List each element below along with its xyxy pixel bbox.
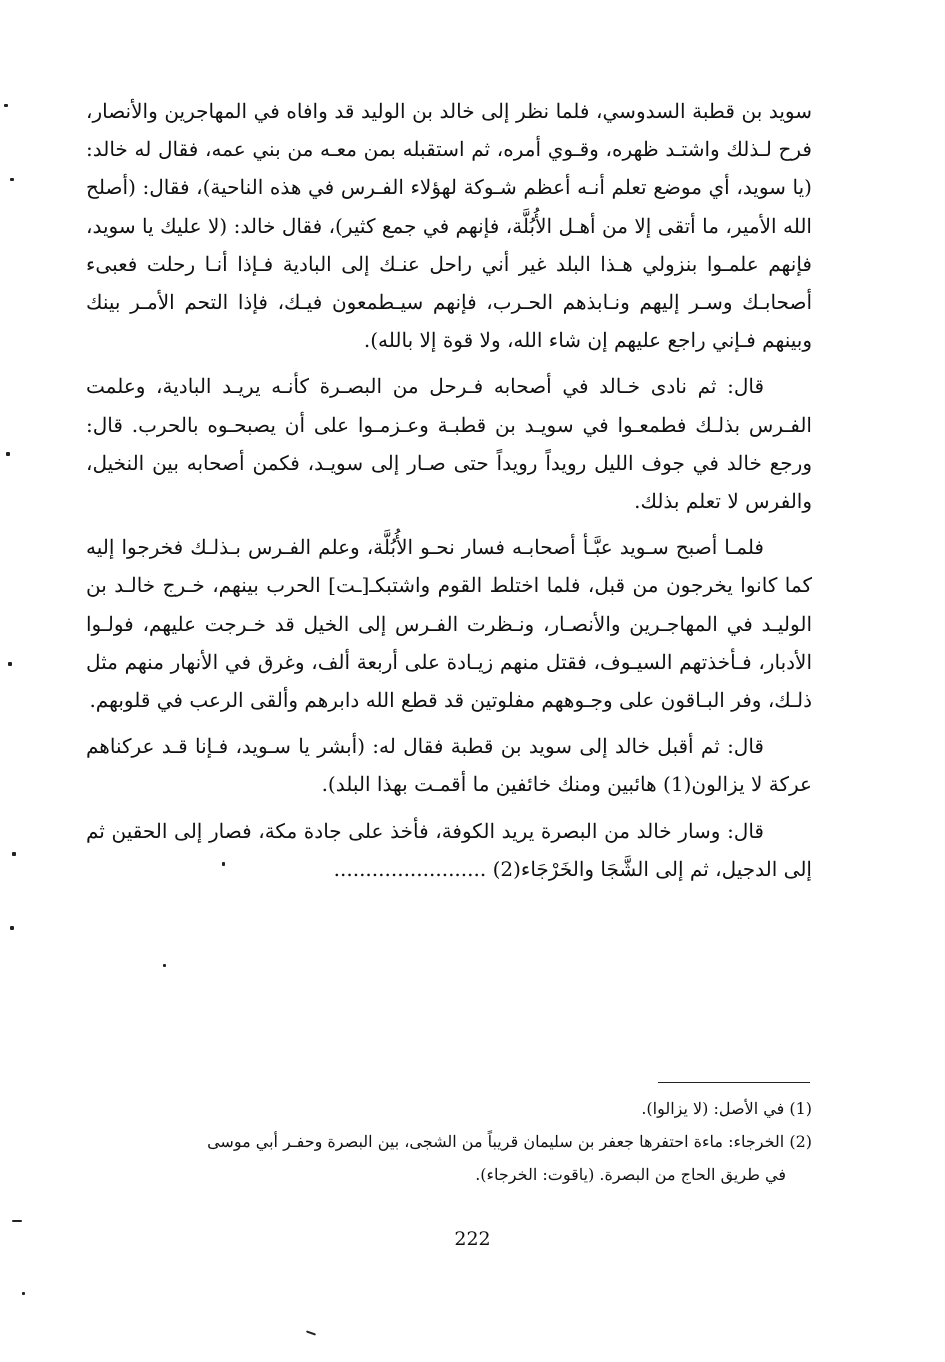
- scan-speck: [306, 1330, 316, 1335]
- footnote-1: (1) في الأصل: (لا يزالوا).: [641, 1099, 812, 1118]
- footnotes: [90, 1092, 812, 1191]
- page-number: 222: [454, 1228, 491, 1250]
- paragraph-5: [86, 812, 812, 888]
- scan-speck: [8, 662, 12, 666]
- footnote-2-line-2: في طريق الحاج من البصرة. (ياقوت: الخرجاء).: [475, 1165, 786, 1184]
- paragraph-5-text: قال: وسار خالد من البصرة يريد الكوفة، فأخذ على جادة مكة، فصار إلى الحقين ثم إلى الدجيل، ثم إلى الشَّجَا والخَرْجَاء(2): [86, 818, 812, 881]
- main-text: [86, 92, 812, 888]
- scan-speck: [10, 178, 14, 181]
- paragraph-1: سويد بن قطبة السدوسي، فلما نظر إلى خالد بن الوليد قد وافاه في المهاجرين والأنصار، فرح لـذلك واشتـد ظهره، وقـوي أمره، ثم استقبله بمن معـه من بني عمه، فقال له خالد: (يا سويد، أي موضع تعلم أنـه أعظم شـوكة لهؤلاء الفـرس في هذه الناحية)، فقال: (أصلح الله الأمير، ما أتقى إلا من أهـل الأُبُلَّة، فإنهم في جمع كثير)، فقال خالد: (لا عليك يا سويد، فإنهم علمـوا بنزولي هـذا البلد غير أني راحل عنـك إلى البادية فـإذا أنـا رحلت فعبىء أصحابـك وسـر إليهم ونـابذهم الحـرب، فإنهم سيـطمعون فيـك، فإذا التحم الأمـر بينك وبينهم فـإني راجع عليهم إن شاء الله، ولا قوة إلا بالله).: [86, 99, 812, 353]
- continuation-dots: ........................: [333, 856, 487, 881]
- scan-speck: [222, 862, 225, 866]
- paragraph-2: قال: ثم نادى خـالد في أصحابه فـرحل من البصـرة كأنـه يريـد البادية، وعلمت الفـرس بذلـك فطمعـوا في سويـد بن قطبـة وعـزمـوا على أن يصبحـوه بالحرب. قال: ورجع خالد في جوف الليل رويداً رويداً حتى صـار إلى سويـد، فكمن أصحابه بين النخيل، والفرس لا تعلم بذلك.: [86, 374, 812, 514]
- scan-speck: [12, 852, 16, 856]
- footnote-separator: [658, 1082, 810, 1083]
- paragraph-4: قال: ثم أقبل خالد إلى سويد بن قطبة فقال له: (أبشر يا سـويد، فـإنا قـد عركناهم عركة لا يزالون(1) هائبين ومنك خائفين ما أقمـت بهذا البلد).: [86, 734, 812, 797]
- scan-speck: [12, 1220, 22, 1222]
- scan-speck: [163, 964, 166, 967]
- footnote-2-line-1: (2) الخرجاء: ماءة احتفرها جعفر بن سليمان قريباً من الشجى، بين البصرة وحفـر أبي موسى: [207, 1132, 812, 1151]
- scan-speck: [22, 1292, 25, 1295]
- scan-speck: [10, 926, 14, 930]
- scan-speck: [4, 104, 8, 107]
- scan-speck: [6, 452, 10, 456]
- paragraph-3: فلمـا أصبح سـويد عبَّـأ أصحابـه فسار نحـو الأُبُلَّة، وعلم الفـرس بـذلـك فخرجوا إليه كما كانوا يخرجون من قبل، فلما اختلط القوم واشتبكـ[ـت] الحرب بينهم، خـرج خالـد بن الوليـد في المهاجـرين والأنصـار، ونـظرت الفـرس إلى الخيل قد خـرجت عليهم، فولـوا الأدبار، فـأخذتهم السيـوف، فقتل منهم زيـادة على أربعة ألف، وغرق في الأنهار منهم مثل ذلـك، وفر البـاقون على وجـوههم مفلوتين قد قطع الله دابرهم وألقى الرعب في قلوبهم.: [86, 535, 812, 713]
